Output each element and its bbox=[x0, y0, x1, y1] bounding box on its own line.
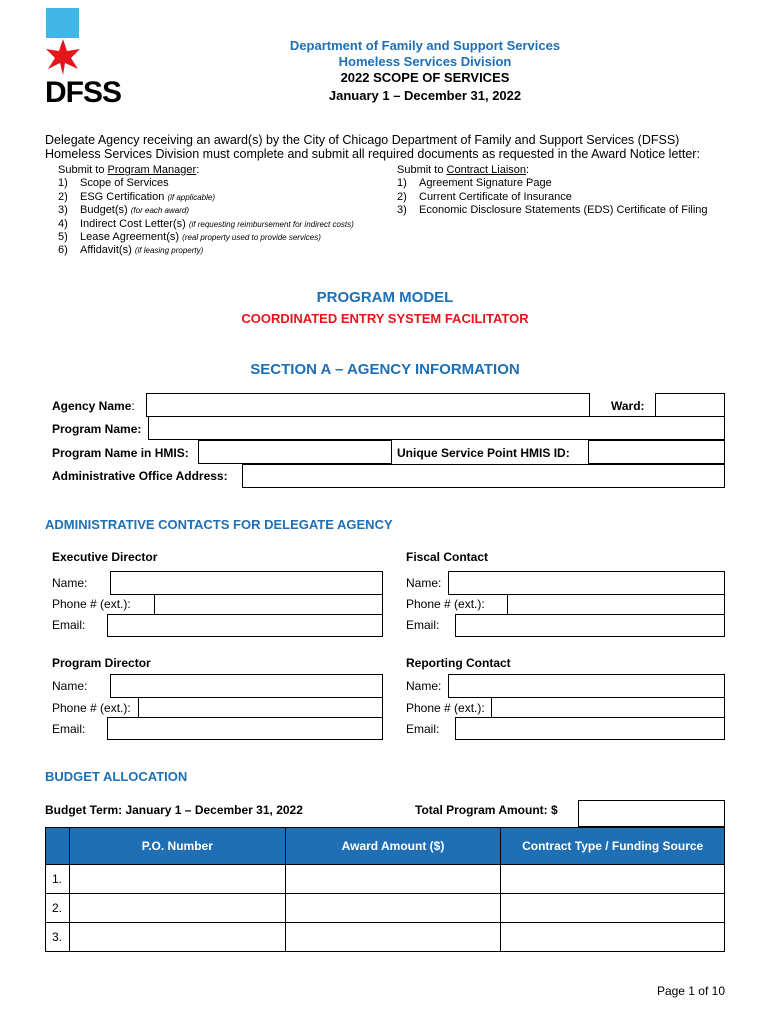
exec-email-label: Email: bbox=[52, 618, 86, 632]
po-number-header: P.O. Number bbox=[69, 828, 285, 865]
list-item: 1) Scope of Services bbox=[58, 177, 169, 190]
logo-square bbox=[46, 8, 79, 38]
list-item: 3) Economic Disclosure Statements (EDS) Certificate of Filing bbox=[397, 204, 708, 217]
pd-name-label: Name: bbox=[52, 679, 88, 693]
row-number: 1. bbox=[46, 865, 70, 894]
reporting-contact-title: Reporting Contact bbox=[406, 656, 511, 670]
list-item: 4) Indirect Cost Letter(s) (if requesting reimbursement for indirect costs) bbox=[58, 217, 354, 230]
program-model-subtitle: COORDINATED ENTRY SYSTEM FACILITATOR bbox=[241, 311, 529, 326]
program-name-field[interactable] bbox=[148, 416, 725, 440]
program-manager-link[interactable]: Program Manager bbox=[107, 164, 197, 176]
budget-term: Budget Term: January 1 – December 31, 2022 bbox=[45, 803, 303, 817]
program-director-title: Program Director bbox=[52, 656, 151, 670]
admin-address-field[interactable] bbox=[242, 464, 725, 488]
pd-phone-field[interactable] bbox=[138, 697, 383, 719]
program-hmis-label: Program Name in HMIS: bbox=[52, 446, 189, 460]
service-point-label: Unique Service Point HMIS ID: bbox=[397, 446, 570, 460]
program-hmis-field[interactable] bbox=[198, 440, 392, 464]
table-row bbox=[46, 894, 725, 923]
list-item: 3) Budget(s) (for each award) bbox=[58, 204, 190, 217]
table-row bbox=[46, 865, 725, 894]
award-amount-header: Award Amount ($) bbox=[285, 828, 501, 865]
exec-phone-label: Phone # (ext.): bbox=[52, 597, 131, 611]
pd-phone-label: Phone # (ext.): bbox=[52, 701, 131, 715]
program-model-title: PROGRAM MODEL bbox=[316, 289, 454, 306]
rc-phone-label: Phone # (ext.): bbox=[406, 701, 485, 715]
header-dates: January 1 – December 31, 2022 bbox=[328, 88, 522, 103]
list-item: 1) Agreement Signature Page bbox=[397, 177, 552, 190]
budget-header-row bbox=[46, 828, 725, 865]
service-point-field[interactable] bbox=[588, 440, 725, 464]
rc-email-field[interactable] bbox=[455, 717, 725, 740]
contract-type-cell[interactable] bbox=[501, 865, 725, 894]
budget-header-index bbox=[46, 828, 70, 865]
contacts-title: ADMINISTRATIVE CONTACTS FOR DELEGATE AGENCY bbox=[45, 517, 393, 532]
list-item: 6) Affidavit(s) (if leasing property) bbox=[58, 244, 204, 257]
contract-type-header: Contract Type / Funding Source bbox=[501, 828, 725, 865]
page-number: Page 1 of 10 bbox=[656, 984, 725, 998]
fiscal-email-field[interactable] bbox=[455, 614, 725, 637]
row-number: 3. bbox=[46, 923, 70, 952]
program-manager-list bbox=[58, 164, 398, 258]
contract-liaison-list bbox=[397, 164, 742, 218]
row-number: 2. bbox=[46, 894, 70, 923]
executive-director-title: Executive Director bbox=[52, 550, 158, 564]
intro-text bbox=[45, 133, 745, 161]
pd-name-field[interactable] bbox=[110, 674, 383, 698]
contract-liaison-link[interactable]: Contract Liaison bbox=[446, 164, 527, 176]
rc-name-field[interactable] bbox=[448, 674, 725, 698]
contract-type-cell[interactable] bbox=[501, 923, 725, 952]
header-department: Department of Family and Support Services bbox=[289, 38, 561, 53]
fiscal-contact-title: Fiscal Contact bbox=[406, 550, 489, 564]
agency-name-label: Agency Name: bbox=[52, 399, 135, 413]
ward-label: Ward: bbox=[611, 399, 645, 413]
exec-phone-field[interactable] bbox=[154, 594, 383, 616]
list-item: 2) ESG Certification (if applicable) bbox=[58, 190, 216, 203]
po-number-cell[interactable] bbox=[69, 865, 285, 894]
intro-line-1: Delegate Agency receiving an award(s) by the City of Chicago Department of Family and Support Services (DFSS) bbox=[45, 133, 680, 147]
award-amount-cell[interactable] bbox=[285, 894, 501, 923]
logo-text: DFSS bbox=[45, 76, 122, 109]
submit-to-program-manager: Submit to Program Manager: bbox=[58, 164, 200, 176]
fiscal-email-label: Email: bbox=[406, 618, 440, 632]
fiscal-phone-field[interactable] bbox=[507, 594, 725, 616]
ward-field[interactable] bbox=[655, 393, 725, 417]
star-icon bbox=[44, 38, 82, 76]
pd-email-field[interactable] bbox=[107, 717, 383, 740]
header-division: Homeless Services Division bbox=[338, 54, 512, 69]
section-a-title: SECTION A – AGENCY INFORMATION bbox=[250, 361, 520, 378]
agency-name-field[interactable] bbox=[146, 393, 590, 417]
submit-to-contract-liaison: Submit to Contract Liaison: bbox=[397, 164, 530, 176]
budget-title: BUDGET ALLOCATION bbox=[45, 769, 188, 784]
po-number-cell[interactable] bbox=[69, 923, 285, 952]
budget-table bbox=[45, 827, 725, 952]
exec-name-label: Name: bbox=[52, 576, 88, 590]
fiscal-name-label: Name: bbox=[406, 576, 442, 590]
program-name-label: Program Name: bbox=[52, 422, 142, 436]
contract-type-cell[interactable] bbox=[501, 894, 725, 923]
total-program-amount-field[interactable] bbox=[578, 800, 725, 827]
rc-phone-field[interactable] bbox=[491, 697, 725, 719]
award-amount-cell[interactable] bbox=[285, 923, 501, 952]
fiscal-name-field[interactable] bbox=[448, 571, 725, 595]
list-item: 5) Lease Agreement(s) (real property used to provide services) bbox=[58, 231, 321, 244]
total-program-amount-label: Total Program Amount: $ bbox=[415, 803, 558, 817]
rc-email-label: Email: bbox=[406, 722, 440, 736]
admin-address-label: Administrative Office Address: bbox=[52, 469, 228, 483]
table-row bbox=[46, 923, 725, 952]
fiscal-phone-label: Phone # (ext.): bbox=[406, 597, 485, 611]
intro-line-2: Homeless Services Division must complete and submit all required documents as requested in the Award Notice letter: bbox=[45, 147, 700, 161]
award-amount-cell[interactable] bbox=[285, 865, 501, 894]
rc-name-label: Name: bbox=[406, 679, 442, 693]
list-item: 2) Current Certificate of Insurance bbox=[397, 190, 572, 203]
exec-name-field[interactable] bbox=[110, 571, 383, 595]
po-number-cell[interactable] bbox=[69, 894, 285, 923]
exec-email-field[interactable] bbox=[107, 614, 383, 637]
header-scope: 2022 SCOPE OF SERVICES bbox=[340, 70, 510, 85]
pd-email-label: Email: bbox=[52, 722, 86, 736]
